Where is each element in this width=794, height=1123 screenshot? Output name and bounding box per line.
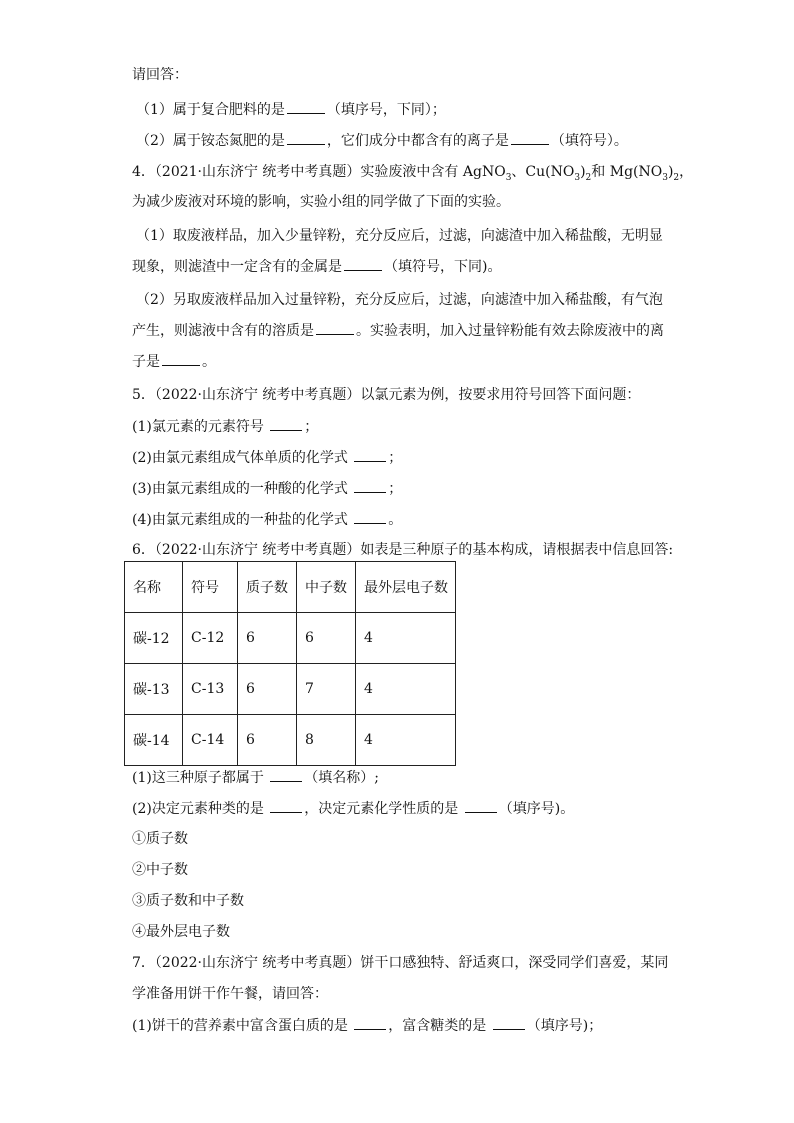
table-cell: 6 xyxy=(238,715,297,766)
table-cell: 碳-12 xyxy=(125,613,183,664)
q6-option-3: ③质子数和中子数 xyxy=(132,893,244,909)
table-cell: 6 xyxy=(297,613,356,664)
q4-part2: （2）另取废液样品加入过量锌粉，充分反应后，过滤，向滤渣中加入稀盐酸，有气泡 xyxy=(136,292,663,308)
q3-intro: 请回答： xyxy=(132,67,188,83)
q5-item3: (3)由氯元素组成的一种酸的化学式 ； xyxy=(132,478,402,499)
q7-sub1: (1)饼干的营养素中富含蛋白质的是 ，富含糖类的是 （填序号)； xyxy=(132,1015,602,1036)
answer-blank[interactable] xyxy=(270,767,302,782)
answer-blank[interactable] xyxy=(354,447,386,462)
answer-blank[interactable] xyxy=(511,130,549,145)
q5-item4: (4)由氯元素组成的一种盐的化学式 。 xyxy=(132,509,402,530)
table-header: 名称 xyxy=(125,562,183,613)
table-cell: 8 xyxy=(297,715,356,766)
table-cell: 4 xyxy=(356,664,456,715)
table-row xyxy=(125,715,456,766)
q6-title: 6．（2022·山东济宁 统考中考真题）如表是三种原子的基本构成，请根据表中信息回答: xyxy=(132,542,674,558)
answer-blank[interactable] xyxy=(270,798,302,813)
table-cell: 4 xyxy=(356,715,456,766)
q5-item1: (1)氯元素的元素符号 ； xyxy=(132,416,318,437)
table-cell: 碳-13 xyxy=(125,664,183,715)
table-header-row xyxy=(125,562,456,613)
table-header: 符号 xyxy=(183,562,238,613)
q6-sub2: (2)决定元素种类的是 ，决定元素化学性质的是 （填序号)。 xyxy=(132,798,574,819)
q4-part1-cont: 现象，则滤渣中一定含有的金属是 （填符号，下同)。 xyxy=(132,256,501,277)
q7-title: 7．（2022·山东济宁 统考中考真题）饼干口感独特、舒适爽口，深受同学们喜爱，某同 xyxy=(132,955,669,971)
table-cell: 6 xyxy=(238,664,297,715)
table-row xyxy=(125,613,456,664)
q7-title-cont: 学准备用饼干作午餐，请回答： xyxy=(132,986,328,1002)
table-cell: C-14 xyxy=(183,715,238,766)
answer-blank[interactable] xyxy=(493,1015,525,1030)
q4-part2-cont2: 子是 。 xyxy=(132,351,216,372)
answer-blank[interactable] xyxy=(354,478,386,493)
table-cell: C-12 xyxy=(183,613,238,664)
table-cell: 6 xyxy=(238,613,297,664)
q6-sub1: (1)这三种原子都属于 （填名称）; xyxy=(132,767,379,788)
answer-blank[interactable] xyxy=(270,416,302,431)
answer-blank[interactable] xyxy=(354,509,386,524)
answer-blank[interactable] xyxy=(465,798,497,813)
q6-option-4: ④最外层电子数 xyxy=(132,924,230,940)
q4-title: 4．（2021·山东济宁 统考中考真题）实验废液中含有 AgNO$_3$、$Cu(NO_3)_2$和 $Mg(NO_3)_2$， xyxy=(132,164,694,183)
answer-blank[interactable] xyxy=(316,320,354,335)
answer-blank[interactable] xyxy=(287,99,325,114)
q5-title: 5．（2022·山东济宁 统考中考真题）以氯元素为例，按要求用符号回答下面问题： xyxy=(132,387,641,403)
q4-title-cont: 为减少废液对环境的影响，实验小组的同学做了下面的实验。 xyxy=(132,194,510,210)
q6-option-1: ①质子数 xyxy=(132,831,188,847)
table-header: 中子数 xyxy=(297,562,356,613)
answer-blank[interactable] xyxy=(354,1015,386,1030)
q3-part1: （1）属于复合肥料的是 （填序号，下同）； xyxy=(136,99,446,120)
answer-blank[interactable] xyxy=(287,130,325,145)
table-header: 质子数 xyxy=(238,562,297,613)
table-cell: 碳-14 xyxy=(125,715,183,766)
q5-item2: (2)由氯元素组成气体单质的化学式 ； xyxy=(132,447,402,468)
q3-part2: （2）属于铵态氮肥的是 ，它们成分中都含有的离子是 （填符号）。 xyxy=(136,130,628,151)
table-header: 最外层电子数 xyxy=(356,562,456,613)
table-cell: C-13 xyxy=(183,664,238,715)
q6-option-2: ②中子数 xyxy=(132,862,188,878)
q4-part2-cont: 产生，则滤液中含有的溶质是 。实验表明，加入过量锌粉能有效去除废液中的离 xyxy=(132,320,664,341)
table-cell: 4 xyxy=(356,613,456,664)
atom-table xyxy=(124,561,456,766)
table-cell: 7 xyxy=(297,664,356,715)
q4-part1: （1）取废液样品，加入少量锌粉，充分反应后，过滤，向滤渣中加入稀盐酸，无明显 xyxy=(136,228,663,244)
table-row xyxy=(125,664,456,715)
answer-blank[interactable] xyxy=(162,351,200,366)
answer-blank[interactable] xyxy=(344,256,382,271)
